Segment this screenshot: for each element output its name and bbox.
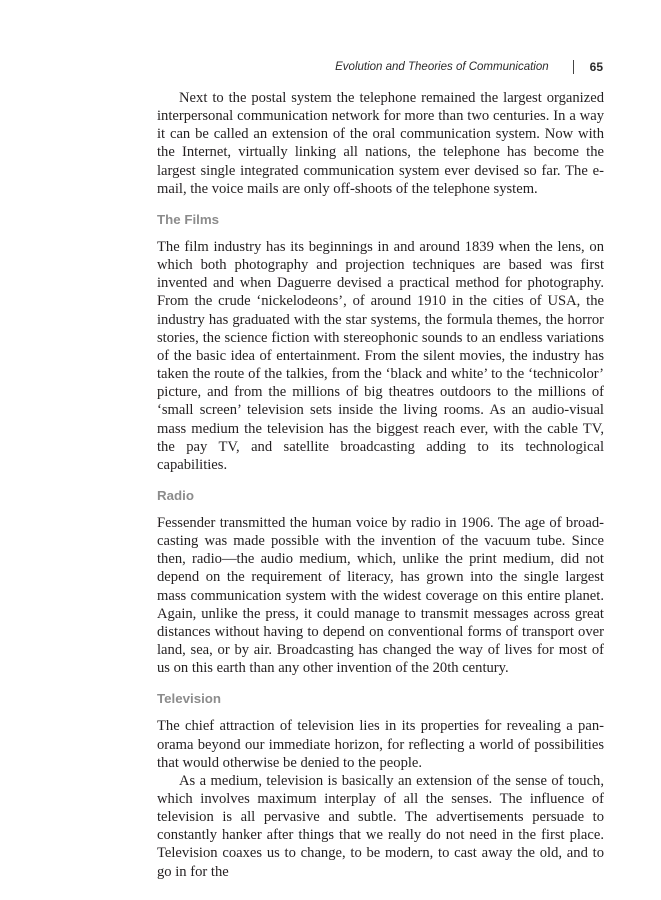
- header-separator: [573, 60, 574, 74]
- films-paragraph: The film industry has its beginnings in and around 1839 when the lens, on which both photography and projection techniques are based was first invented and when Daguerre devised a practical method for photography. From the crude ‘nickelodeons’, of around 1910 in the cities of USA, the industry has graduated with the star systems, the formula themes, the horror stories, the science fiction with stereophonic sounds to an endless variations of the basic idea of entertainment. From the silent movies, the industry has taken the route of the talkies, from the ‘black and white’ to the ‘technicolor’ picture, and from the millions of big theatres outdoors to the millions of ‘small screen’ television sets inside the living rooms. As an audio-visual mass medium the television has the biggest reach ever, with the cable TV, the pay TV, and satellite broadcasting adding to its technological capabilities.: [157, 238, 604, 473]
- running-header-title: Evolution and Theories of Communication: [335, 61, 549, 73]
- radio-paragraph: Fessender transmitted the human voice by radio in 1906. The age of broadcasting was made possible with the invention of the vacuum tube. Since then, radio—the audio medium, which, unlike the print medium, did not depend on the requirement of literacy, has grown into the single largest mass communication system with the widest coverage on this entire planet. Again, unlike the press, it could manage to transmit messages across great distances without having to depend on conventional forms of transport over land, sea, or by air. Broadcasting has changed the way of lives for most of us on this earth than any other invention of the 20th century.: [157, 514, 604, 677]
- running-header: [335, 59, 603, 75]
- intro-paragraph: Next to the postal system the telephone remained the largest organized interpersonal communication network for more than two centuries. In a way it can be called an extension of the oral communication system. Now with the Internet, virtually linking all nations, the telephone has become the largest single integrated communication system ever devised so far. The e-mail, the voice mails are only off-shoots of the telephone system.: [157, 90, 604, 197]
- section-heading-films: The Films: [157, 211, 220, 227]
- page-number: 65: [589, 60, 603, 74]
- television-paragraph-2: As a medium, television is basically an extension of the sense of touch, which involves maximum interplay of all the senses. The influence of television is all pervasive and subtle. The advertisements persuade to constantly hanker after things that we really do not need in the first place. Television coaxes us to change, to be modern, to cast away the old, and to go in for the: [157, 772, 604, 880]
- page-body: [157, 89, 604, 881]
- section-heading-television: Television: [157, 691, 222, 707]
- section-heading-radio: Radio: [157, 487, 194, 503]
- television-paragraph-1: The chief attraction of television lies in its properties for revealing a panorama beyond our immediate horizon, for reflecting a world of possibilities that would otherwise be denied to the people.: [157, 718, 604, 771]
